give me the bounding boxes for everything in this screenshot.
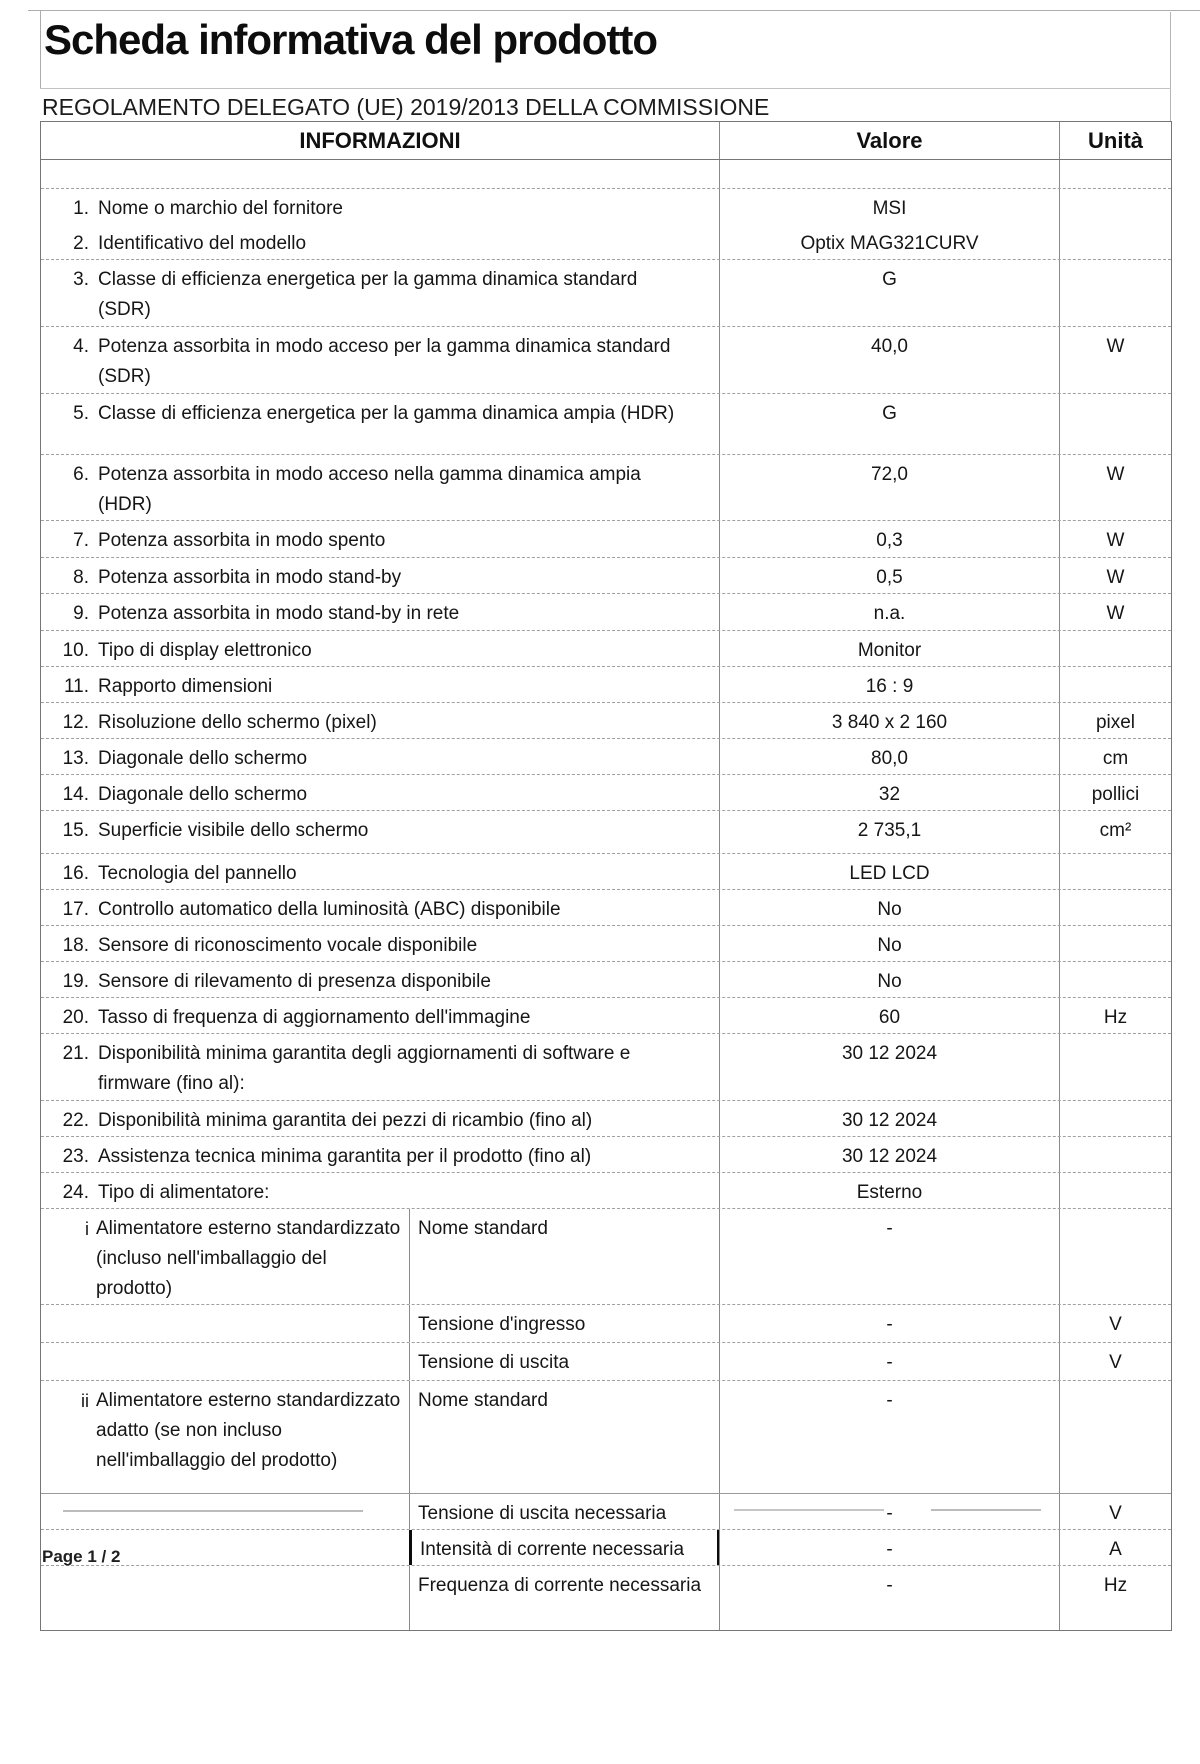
row-label: Diagonale dello schermo <box>98 784 308 805</box>
row-value: 0,5 <box>719 558 1059 593</box>
title-underline <box>40 88 1171 89</box>
row-number: 17. <box>62 899 89 920</box>
row-label: Disponibilità minima garantita dei pezzi di ricambio (fino al) <box>98 1110 593 1131</box>
row-number: 18. <box>62 935 89 956</box>
power-table-row <box>41 1529 1171 1565</box>
row-value: 40,0 <box>719 327 1059 393</box>
table-row <box>41 810 1171 853</box>
power-supply-subtable <box>41 1208 1171 1630</box>
table-row <box>41 774 1171 810</box>
row-label: Potenza assorbita in modo stand-by in rete <box>98 603 460 624</box>
row-unit: W <box>1059 594 1171 630</box>
table-row <box>41 666 1171 702</box>
table-row <box>41 1033 1171 1100</box>
power-row-label-cell <box>41 1209 409 1304</box>
power-row-value: - <box>719 1343 1059 1380</box>
power-row-sublabel: Tensione di uscita necessaria <box>409 1494 719 1529</box>
row-unit <box>1059 926 1171 961</box>
power-table-row <box>41 1208 1171 1304</box>
row-unit <box>1059 854 1171 889</box>
power-row-value: - <box>719 1530 1059 1565</box>
power-table-row <box>41 1304 1171 1342</box>
row-label-cell <box>41 1101 719 1136</box>
row-number: 8. <box>73 567 89 588</box>
power-row-label: Alimentatore esterno standardizzato adatto (se non incluso nell'imballaggio del prodotto) <box>96 1390 401 1471</box>
row-unit <box>1059 189 1171 224</box>
power-row-sublabel: Intensità di corrente necessaria <box>409 1530 720 1565</box>
row-number: 14. <box>62 784 89 805</box>
table-body <box>41 188 1171 1208</box>
power-row-marker: i <box>85 1219 89 1239</box>
row-value: G <box>719 260 1059 326</box>
row-label-cell <box>41 1137 719 1172</box>
table-row <box>41 557 1171 593</box>
power-table-row <box>41 1380 1171 1493</box>
row-value: 30 12 2024 <box>719 1034 1059 1100</box>
row-label: Tasso di frequenza di aggiornamento dell'immagine <box>98 1007 531 1028</box>
table-row <box>41 853 1171 889</box>
power-table-row <box>41 1342 1171 1380</box>
table-row <box>41 259 1171 326</box>
row-label: Potenza assorbita in modo stand-by <box>98 567 402 588</box>
power-row-value: - <box>719 1209 1059 1304</box>
page-subtitle: REGOLAMENTO DELEGATO (UE) 2019/2013 DELLA COMMISSIONE <box>42 94 770 120</box>
row-value: No <box>719 890 1059 925</box>
row-label: Potenza assorbita in modo acceso nella gamma dinamica ampia (HDR) <box>98 464 641 515</box>
power-row-value: - <box>719 1566 1059 1630</box>
row-value: 30 12 2024 <box>719 1137 1059 1172</box>
table-row <box>41 889 1171 925</box>
power-row-value: - <box>719 1381 1059 1493</box>
row-unit <box>1059 962 1171 997</box>
row-number: 2. <box>73 233 89 254</box>
power-row-label-cell <box>41 1381 409 1493</box>
row-label: Potenza assorbita in modo acceso per la gamma dinamica standard (SDR) <box>98 336 671 387</box>
row-number: 1. <box>73 198 89 219</box>
row-label-cell <box>41 394 719 454</box>
power-row-unit: V <box>1059 1305 1171 1342</box>
row-label-cell <box>41 224 719 259</box>
row-label-cell <box>41 631 719 666</box>
row-unit: W <box>1059 521 1171 557</box>
row-label: Tipo di display elettronico <box>98 640 312 661</box>
power-row-sublabel: Tensione di uscita <box>409 1343 719 1380</box>
table-row <box>41 326 1171 393</box>
row-label-cell <box>41 521 719 557</box>
row-unit <box>1059 1101 1171 1136</box>
row-unit <box>1059 260 1171 326</box>
row-value: Optix MAG321CURV <box>719 224 1059 259</box>
row-label-cell <box>41 890 719 925</box>
page-number: Page 1 / 2 <box>42 1547 121 1566</box>
row-unit <box>1059 1173 1171 1208</box>
row-number: 10. <box>62 640 89 661</box>
power-row-label: Alimentatore esterno standardizzato (incluso nell'imballaggio del prodotto) <box>96 1218 401 1299</box>
row-unit: cm² <box>1059 811 1171 853</box>
row-unit <box>1059 1137 1171 1172</box>
row-label-cell <box>41 926 719 961</box>
row-unit: pollici <box>1059 775 1171 810</box>
row-unit: Hz <box>1059 998 1171 1033</box>
power-row-sublabel: Frequenza di corrente necessaria <box>409 1566 719 1630</box>
row-number: 12. <box>62 712 89 733</box>
product-info-table <box>40 121 1172 1631</box>
row-number: 7. <box>73 530 89 551</box>
power-row-label-cell <box>41 1566 409 1630</box>
table-row <box>41 1136 1171 1172</box>
row-label-cell <box>41 998 719 1033</box>
row-label: Nome o marchio del fornitore <box>98 198 343 219</box>
row-unit: W <box>1059 455 1171 520</box>
row-label: Sensore di rilevamento di presenza disponibile <box>98 971 491 992</box>
row-value: 3 840 x 2 160 <box>719 703 1059 738</box>
title-left-border <box>40 10 41 88</box>
power-table-row <box>41 1565 1171 1630</box>
row-value: MSI <box>719 189 1059 224</box>
row-label-cell <box>41 739 719 774</box>
power-row-sublabel: Nome standard <box>409 1209 719 1304</box>
row-value: 2 735,1 <box>719 811 1059 853</box>
row-value: 30 12 2024 <box>719 1101 1059 1136</box>
row-label-cell <box>41 558 719 593</box>
table-row <box>41 961 1171 997</box>
title-right-border <box>1170 12 1171 121</box>
row-label: Potenza assorbita in modo spento <box>98 530 386 551</box>
table-row <box>41 593 1171 630</box>
row-unit: cm <box>1059 739 1171 774</box>
table-row <box>41 738 1171 774</box>
header-unita: Unità <box>1059 122 1171 159</box>
power-row-label-cell <box>41 1494 409 1529</box>
power-row-unit: Hz <box>1059 1566 1171 1630</box>
row-value: No <box>719 926 1059 961</box>
row-value: 72,0 <box>719 455 1059 520</box>
row-label-cell <box>41 703 719 738</box>
power-row-unit: V <box>1059 1494 1171 1529</box>
row-label-cell <box>41 1034 719 1100</box>
table-row <box>41 1172 1171 1208</box>
table-row <box>41 925 1171 961</box>
row-number: 5. <box>73 403 89 424</box>
power-row-unit <box>1059 1381 1171 1493</box>
row-number: 4. <box>73 336 89 357</box>
table-row <box>41 520 1171 557</box>
table-row <box>41 1100 1171 1136</box>
row-label: Tipo di alimentatore: <box>98 1182 270 1203</box>
row-label: Disponibilità minima garantita degli aggiornamenti di software e firmware (fino al): <box>98 1043 631 1094</box>
row-number: 16. <box>62 863 89 884</box>
table-row <box>41 997 1171 1033</box>
row-number: 15. <box>62 820 89 841</box>
table-header-row <box>41 122 1171 160</box>
row-label-cell <box>41 962 719 997</box>
row-label-cell <box>41 189 719 224</box>
row-number: 13. <box>62 748 89 769</box>
row-label-cell <box>41 594 719 630</box>
power-row-label-cell <box>41 1343 409 1380</box>
row-value: Esterno <box>719 1173 1059 1208</box>
row-label-cell <box>41 811 719 853</box>
row-unit <box>1059 394 1171 454</box>
page-title: Scheda informativa del prodotto <box>44 16 658 63</box>
row-unit: W <box>1059 327 1171 393</box>
row-label: Risoluzione dello schermo (pixel) <box>98 712 377 733</box>
row-value: 60 <box>719 998 1059 1033</box>
row-number: 21. <box>62 1043 89 1064</box>
power-row-sublabel: Nome standard <box>409 1381 719 1493</box>
row-label: Classe di efficienza energetica per la gamma dinamica ampia (HDR) <box>98 403 675 424</box>
row-number: 3. <box>73 269 89 290</box>
table-row <box>41 454 1171 520</box>
row-unit: W <box>1059 558 1171 593</box>
row-label-cell <box>41 854 719 889</box>
power-row-label-cell <box>41 1305 409 1342</box>
row-number: 11. <box>63 676 89 697</box>
table-row <box>41 630 1171 666</box>
power-row-sublabel: Tensione d'ingresso <box>409 1305 719 1342</box>
power-row-value: - <box>719 1494 1059 1529</box>
row-label: Tecnologia del pannello <box>98 863 297 884</box>
row-number: 20. <box>62 1007 89 1028</box>
power-row-unit: V <box>1059 1343 1171 1380</box>
row-number: 23. <box>62 1146 89 1167</box>
row-label: Identificativo del modello <box>98 233 307 254</box>
row-label: Superficie visibile dello schermo <box>98 820 369 841</box>
row-value: LED LCD <box>719 854 1059 889</box>
power-table-row <box>41 1493 1171 1529</box>
row-label: Rapporto dimensioni <box>98 676 273 697</box>
row-value: n.a. <box>719 594 1059 630</box>
row-value: No <box>719 962 1059 997</box>
row-value: 80,0 <box>719 739 1059 774</box>
row-unit <box>1059 890 1171 925</box>
row-number: 22. <box>62 1110 89 1131</box>
power-row-unit: A <box>1059 1530 1171 1565</box>
row-number: 9. <box>73 603 89 624</box>
header-informazioni: INFORMAZIONI <box>299 128 461 153</box>
row-label: Sensore di riconoscimento vocale disponibile <box>98 935 478 956</box>
row-label: Controllo automatico della luminosità (ABC) disponibile <box>98 899 561 920</box>
row-value: Monitor <box>719 631 1059 666</box>
row-number: 6. <box>73 464 89 485</box>
row-label-cell <box>41 667 719 702</box>
table-row <box>41 224 1171 259</box>
row-unit <box>1059 1034 1171 1100</box>
page-top-border <box>28 10 1200 11</box>
table-row <box>41 702 1171 738</box>
row-unit <box>1059 224 1171 259</box>
header-valore: Valore <box>719 122 1059 159</box>
row-value: 16 : 9 <box>719 667 1059 702</box>
row-label-cell <box>41 455 719 520</box>
table-row <box>41 188 1171 224</box>
power-row-value: - <box>719 1305 1059 1342</box>
row-unit <box>1059 631 1171 666</box>
row-unit: pixel <box>1059 703 1171 738</box>
row-label-cell <box>41 260 719 326</box>
row-value: G <box>719 394 1059 454</box>
row-label: Diagonale dello schermo <box>98 748 308 769</box>
table-row <box>41 393 1171 454</box>
row-label-cell <box>41 1173 719 1208</box>
row-label: Classe di efficienza energetica per la gamma dinamica standard (SDR) <box>98 269 638 320</box>
row-number: 19. <box>62 971 89 992</box>
row-number: 24. <box>62 1182 89 1203</box>
row-value: 0,3 <box>719 521 1059 557</box>
power-row-marker: ii <box>81 1391 89 1411</box>
row-unit <box>1059 667 1171 702</box>
row-label-cell <box>41 327 719 393</box>
empty-spacer-row <box>41 160 1171 188</box>
row-label-cell <box>41 775 719 810</box>
power-row-unit <box>1059 1209 1171 1304</box>
row-value: 32 <box>719 775 1059 810</box>
row-label: Assistenza tecnica minima garantita per il prodotto (fino al) <box>98 1146 592 1167</box>
